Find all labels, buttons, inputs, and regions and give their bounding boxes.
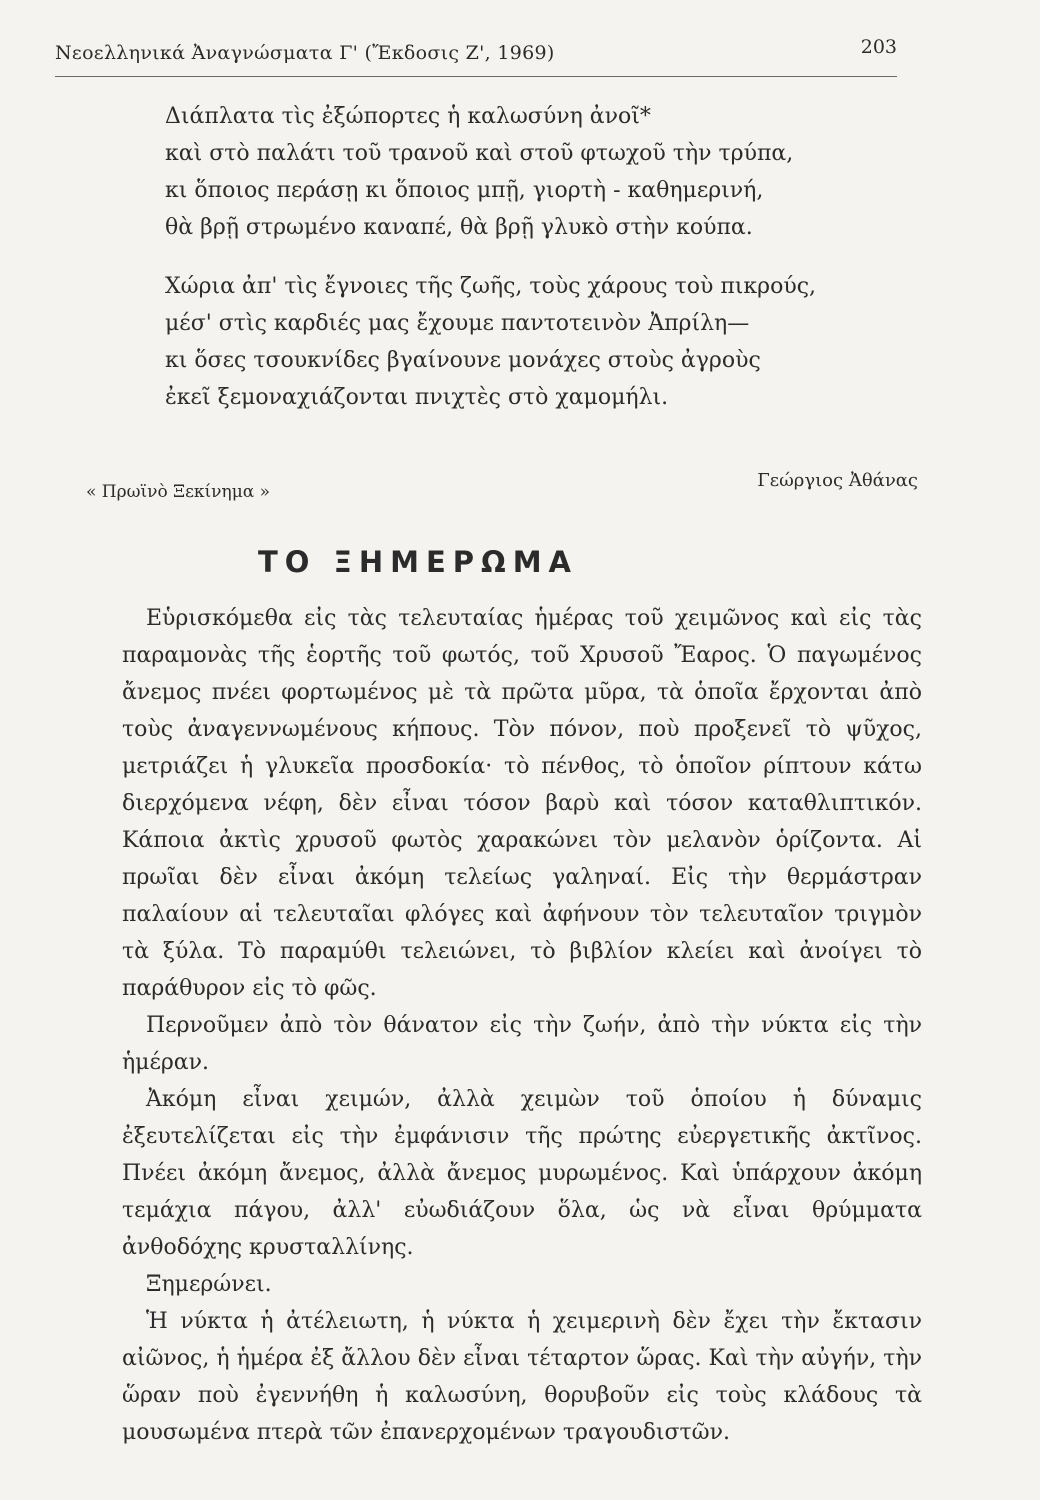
essay-title: ΤΟ ΞΗΜΕΡΩΜΑ — [258, 545, 579, 579]
running-title: Νεοελληνικά Ἀναγνώσματα Γ' (Ἔκδοσις Ζ', 1969) — [55, 42, 555, 64]
essay-paragraph: Ἡ νύκτα ἡ ἀτέλειωτη, ἡ νύκτα ἡ χειμερινὴ δὲν ἔχει τὴν ἔκτασιν αἰῶνος, ἡ ἡμέρα ἐξ ἄλλου δὲν εἶναι τέταρτον ὥρας. Καὶ τὴν αὐγήν, τὴν ὥραν ποὺ ἐγεννήθη ἡ καλωσύνη, θορυβοῦν εἰς τοὺς κλάδους τὰ μουσωμένα πτερὰ τῶν ἐπανερχομένων τραγουδιστῶν. — [122, 1309, 922, 1445]
poem-line: καὶ στὸ παλάτι τοῦ τρανοῦ καὶ στοῦ φτωχοῦ τὴν τρύπα, — [165, 141, 794, 166]
poem-line: Διάπλατα τὶς ἐξώπορτες ἡ καλωσύνη ἀνοῖ* — [165, 104, 651, 129]
essay-paragraph: Ἀκόμη εἶναι χειμών, ἀλλὰ χειμὼν τοῦ ὁποίου ἡ δύναμις ἐξευτελίζεται εἰς τὴν ἐμφάνισιν τῆς πρώτης εὐεργετικῆς ἀκτῖνος. Πνέει ἀκόμη ἄνεμος, ἀλλὰ ἄνεμος μυρωμένος. Καὶ ὑπάρχουν ἀκόμη τεμάχια πάγου, ἀλλ' εὐωδιάζουν ὅλα, ὡς νὰ εἶναι θρύμματα ἀνθοδόχης κρυσταλλίνης. — [122, 1087, 922, 1260]
essay-paragraph: Ξημερώνει. — [146, 1272, 272, 1297]
poem-line: θὰ βρῇ στρωμένο καναπέ, θὰ βρῇ γλυκὸ στὴν κούπα. — [165, 215, 753, 240]
poem — [165, 98, 925, 416]
essay-paragraph: Εὑρισκόμεθα εἰς τὰς τελευταίας ἡμέρας τοῦ χειμῶνος καὶ εἰς τὰς παραμονὰς τῆς ἑορτῆς τοῦ φωτός, τοῦ Χρυσοῦ Ἔαρος. Ὁ παγωμένος ἄνεμος πνέει φορτωμένος μὲ τὰ πρῶτα μῦρα, τὰ ὁποῖα ἔρχονται ἀπὸ τοὺς ἀναγεννωμένους κήπους. Τὸν πόνον, ποὺ προξενεῖ τὸ ψῦχος, μετριάζει ἡ γλυκεῖα προσδοκία· τὸ πένθος, τὸ ὁποῖον ρίπτουν κάτω διερχόμενα νέφη, δὲν εἶναι τόσον βαρὺ καὶ τόσον καταθλιπτικόν. Κάποια ἀκτὶς χρυσοῦ φωτὸς χαρακώνει τὸν μελανὸν ὁρίζοντα. Αἱ πρωῖαι δὲν εἶναι ἀκόμη τελείως γαληναί. Εἰς τὴν θερμάστραν παλαίουν αἱ τελευταῖαι φλόγες καὶ ἀφήνουν τὸν τελευταῖον τριγμὸν τὰ ξύλα. Τὸ παραμύθι τελειώνει, τὸ βιβλίον κλείει καὶ ἀνοίγει τὸ παράθυρον εἰς τὸ φῶς. — [122, 606, 922, 1001]
poem-stanza-2 — [165, 268, 925, 416]
poem-line: Χώρια ἀπ' τὶς ἔγνοιες τῆς ζωῆς, τοὺς χάρους τοὺ πικρούς, — [165, 274, 817, 299]
poem-stanza-1 — [165, 98, 925, 246]
essay-paragraph: Περνοῦμεν ἀπὸ τὸν θάνατον εἰς τὴν ζωήν, ἀπὸ τὴν νύκτα εἰς τὴν ἡμέραν. — [122, 1013, 922, 1075]
page-number: 203 — [860, 36, 897, 58]
poem-line: κι ὅποιος περάσῃ κι ὅποιος μπῇ, γιορτὴ - καθημερινή, — [165, 178, 764, 203]
poem-line: ἐκεῖ ξεμοναχιάζονται πνιχτὲς στὸ χαμομήλι. — [165, 385, 669, 410]
poem-author: Γεώργιος Ἀθάνας — [757, 470, 918, 491]
running-head — [55, 36, 897, 77]
poem-line: κι ὅσες τσουκνίδες βγαίνουνε μονάχες στοὺς ἀγροὺς — [165, 348, 761, 373]
poem-source: « Πρωϊνὸ Ξεκίνημα » — [86, 482, 271, 502]
poem-line: μέσ' στὶς καρδιές μας ἔχουμε παντοτεινὸν Ἀπρίλη— — [165, 311, 750, 336]
essay-body — [122, 600, 922, 1451]
